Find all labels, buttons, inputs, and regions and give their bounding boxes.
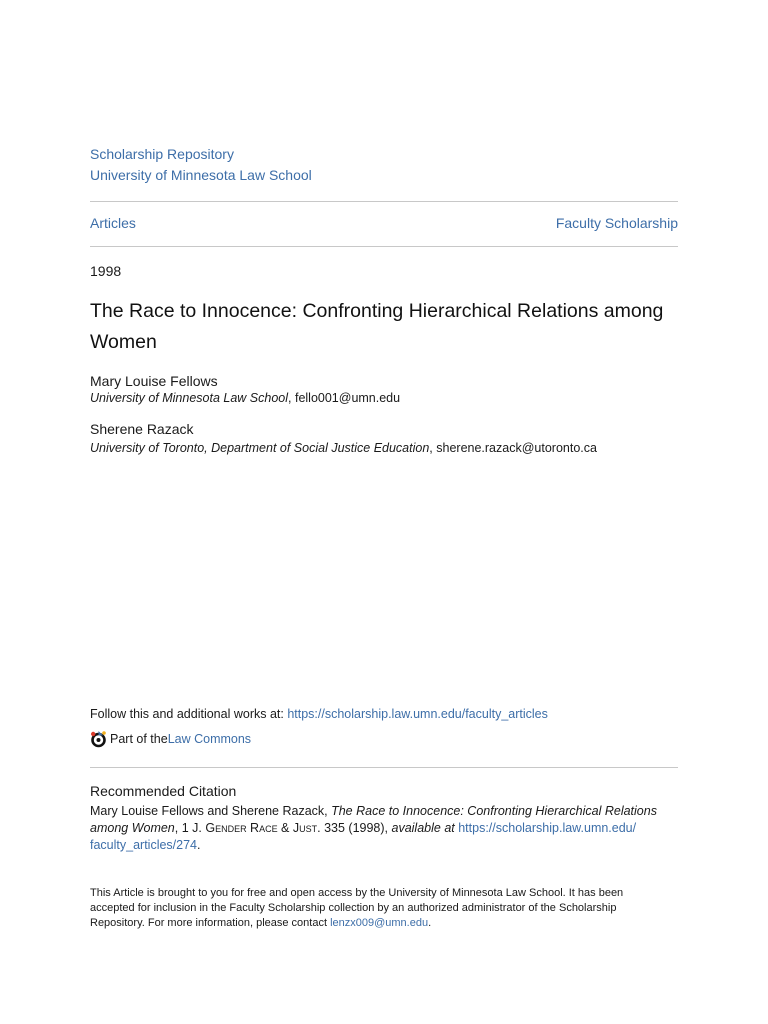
follow-line bbox=[90, 706, 548, 723]
citation-amp: & bbox=[277, 821, 293, 835]
author-email: sherene.razack@utoronto.ca bbox=[436, 441, 597, 455]
author-institution: University of Toronto, Department of Social Justice Education bbox=[90, 441, 430, 455]
recommended-citation bbox=[90, 803, 678, 854]
divider-nav bbox=[90, 246, 678, 247]
divider-top bbox=[90, 201, 678, 202]
divider-citation bbox=[90, 767, 678, 768]
citation-journal-2: Just. bbox=[292, 821, 321, 835]
part-of-prefix: Part of the bbox=[110, 732, 168, 746]
repository-header bbox=[90, 144, 312, 186]
article-title: The Race to Innocence: Confronting Hierarchical Relations among Women bbox=[90, 300, 664, 353]
author-name: Mary Louise Fellows bbox=[90, 373, 218, 389]
part-of-line bbox=[90, 729, 251, 749]
articles-link[interactable]: Articles bbox=[90, 215, 136, 231]
author-affiliation: University of Toronto, Department of Social Justice Education, sherene.razack@utoronto.ca bbox=[90, 441, 597, 455]
author-affiliation: University of Minnesota Law School, fello001@umn.edu bbox=[90, 391, 401, 405]
contact-email-link[interactable]: lenzx009@umn.edu bbox=[330, 917, 429, 929]
faculty-scholarship-link[interactable]: Faculty Scholarship bbox=[555, 215, 678, 231]
network-commons-icon bbox=[90, 730, 107, 748]
citation-url-part-1: https://scholarship.law.umn.edu/ bbox=[458, 821, 637, 835]
repository-link[interactable]: Scholarship Repository bbox=[90, 146, 234, 162]
citation-volume: , 1 J. bbox=[174, 821, 206, 835]
author-block bbox=[90, 420, 597, 456]
author-institution: University of Minnesota Law School bbox=[90, 391, 289, 405]
citation-title: The Race to Innocence: Confronting Hierarchical Relations among Women bbox=[90, 804, 657, 835]
follow-prefix: Follow this and additional works at: bbox=[90, 707, 288, 721]
faculty-articles-url[interactable]: https://scholarship.law.umn.edu/faculty_articles bbox=[287, 707, 548, 721]
access-notice bbox=[90, 886, 660, 931]
author-block bbox=[90, 372, 400, 406]
access-notice-text: This Article is brought to you for free and open access by the University of Minnesota Law School. It has been accepted for inclusion in the Faculty Scholarship collection by an authorized administrator of the Scholarship Repository. For more information, please contact bbox=[90, 887, 624, 929]
citation-authors: Mary Louise Fellows and Sherene Razack, bbox=[90, 804, 332, 818]
law-commons-link[interactable]: Law Commons bbox=[167, 732, 252, 746]
citation-url-part-2: faculty_articles/274 bbox=[90, 838, 198, 852]
citation-available-at: available at bbox=[391, 821, 455, 835]
school-link[interactable]: University of Minnesota Law School bbox=[90, 167, 312, 183]
citation-end: . bbox=[197, 838, 201, 852]
citation-journal: Gender Race bbox=[205, 821, 278, 835]
publication-year: 1998 bbox=[90, 263, 122, 279]
citation-pages: 335 (1998), bbox=[320, 821, 392, 835]
author-email: fello001@umn.edu bbox=[294, 391, 401, 405]
recommended-citation-heading: Recommended Citation bbox=[90, 783, 237, 799]
author-name: Sherene Razack bbox=[90, 421, 194, 437]
access-notice-end: . bbox=[428, 917, 432, 929]
